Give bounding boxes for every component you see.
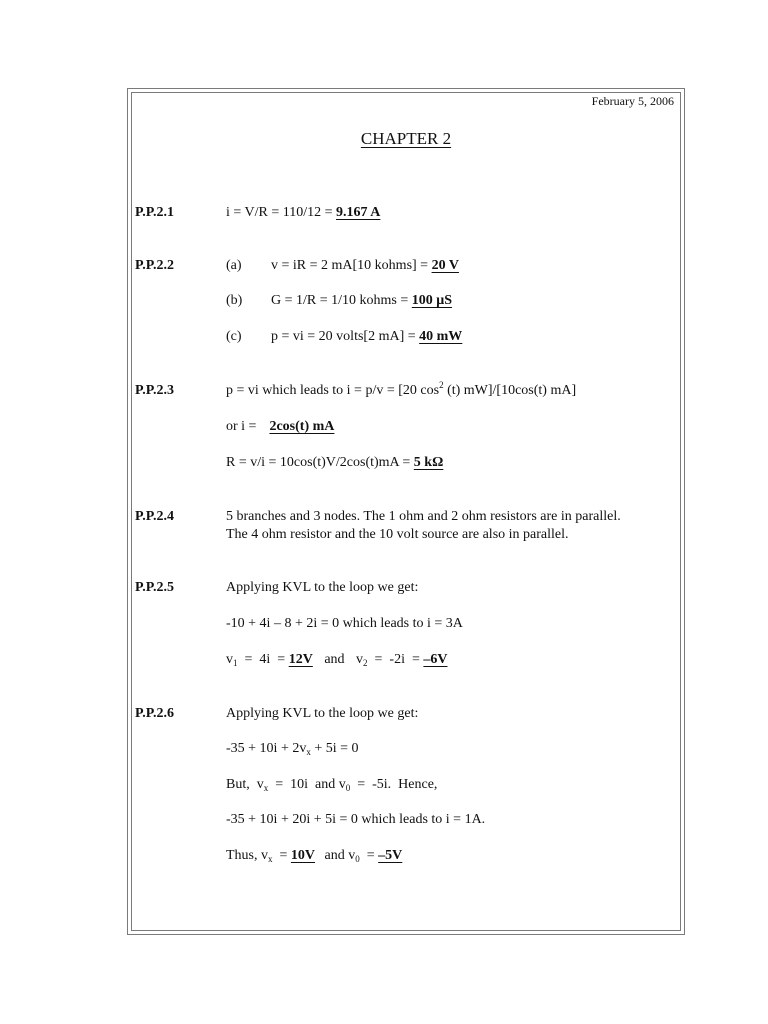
problem-2-6-line-2: $-35 + 10i + 2v_x + 5i = 0$ bbox=[226, 741, 359, 757]
problem-2-6-line-4: -35 + 10i + 20i + 5i = 0 which leads to i = 1A. bbox=[226, 812, 486, 827]
problem-2-3-line-1: p = vi which leads to i = p/v = [20 $\cos^2 (t)$ mW]/[10cos(t) mA] bbox=[226, 380, 577, 398]
problem-2-3-line-2 bbox=[226, 419, 334, 435]
problem-2-6-line-3: But, $v_x = 10i$ and $v_0 = -5i$. Hence, bbox=[226, 777, 438, 793]
answer: 5 kΩ bbox=[413, 455, 444, 470]
answer: 100 μS bbox=[411, 293, 452, 308]
answer-v0: –5V bbox=[378, 848, 403, 863]
equation-text: i = V/R = 110/12 = bbox=[226, 205, 333, 220]
problem-2-2-part-a bbox=[226, 258, 459, 274]
answer-v2: –6V bbox=[423, 652, 448, 667]
problem-label-2-3: P.P.2.3 bbox=[135, 383, 175, 398]
problem-2-3-line-3 bbox=[226, 455, 443, 471]
problem-2-4-line-2: The 4 ohm resistor and the 10 volt source are also in parallel. bbox=[226, 527, 569, 542]
problem-label-2-2: P.P.2.2 bbox=[135, 258, 175, 273]
part-tag: (a) bbox=[226, 258, 242, 273]
problem-2-5-line-3: $v_1 = 4i = 12V$ and $v_2 = -2i = -6V$ bbox=[226, 652, 448, 668]
part-tag: (c) bbox=[226, 329, 242, 344]
equation-text: p = vi = 20 volts[2 mA] = bbox=[271, 329, 416, 344]
problem-2-6-line-1: Applying KVL to the loop we get: bbox=[226, 706, 419, 721]
problem-label-2-1: P.P.2.1 bbox=[135, 205, 175, 220]
answer-v1: 12V bbox=[288, 652, 313, 667]
answer: 9.167 A bbox=[336, 205, 381, 220]
answer: 2cos(t) mA bbox=[269, 419, 335, 434]
problem-2-6-line-5: Thus, $v_x = 10V$ and $v_0 = -5V$ bbox=[226, 848, 403, 864]
problem-2-1-line bbox=[226, 205, 380, 221]
problem-label-2-4: P.P.2.4 bbox=[135, 509, 175, 524]
problem-2-5-line-1: Applying KVL to the loop we get: bbox=[226, 580, 419, 595]
problem-2-2-part-c bbox=[226, 329, 463, 345]
answer: 20 V bbox=[431, 258, 459, 273]
equation-text: or i = bbox=[226, 419, 257, 434]
equation-text: v = iR = 2 mA[10 kohms] = bbox=[271, 258, 429, 273]
answer: 40 mW bbox=[419, 329, 463, 344]
problem-2-4-line-1: 5 branches and 3 nodes. The 1 ohm and 2 ohm resistors are in parallel. bbox=[226, 509, 621, 524]
problem-2-5-line-2: -10 + 4i – 8 + 2i = 0 which leads to i = 3A bbox=[226, 616, 463, 631]
part-tag: (b) bbox=[226, 293, 243, 308]
document-date: February 5, 2006 bbox=[591, 94, 674, 108]
problem-label-2-5: P.P.2.5 bbox=[135, 580, 175, 595]
answer-vx: 10V bbox=[290, 848, 316, 863]
problem-2-2-part-b bbox=[226, 293, 452, 309]
equation-text: R = v/i = 10cos(t)V/2cos(t)mA = bbox=[226, 455, 411, 470]
equation-text: G = 1/R = 1/10 kohms = bbox=[271, 293, 409, 308]
problem-label-2-6: P.P.2.6 bbox=[135, 706, 175, 721]
chapter-title: CHAPTER 2 bbox=[360, 129, 452, 148]
